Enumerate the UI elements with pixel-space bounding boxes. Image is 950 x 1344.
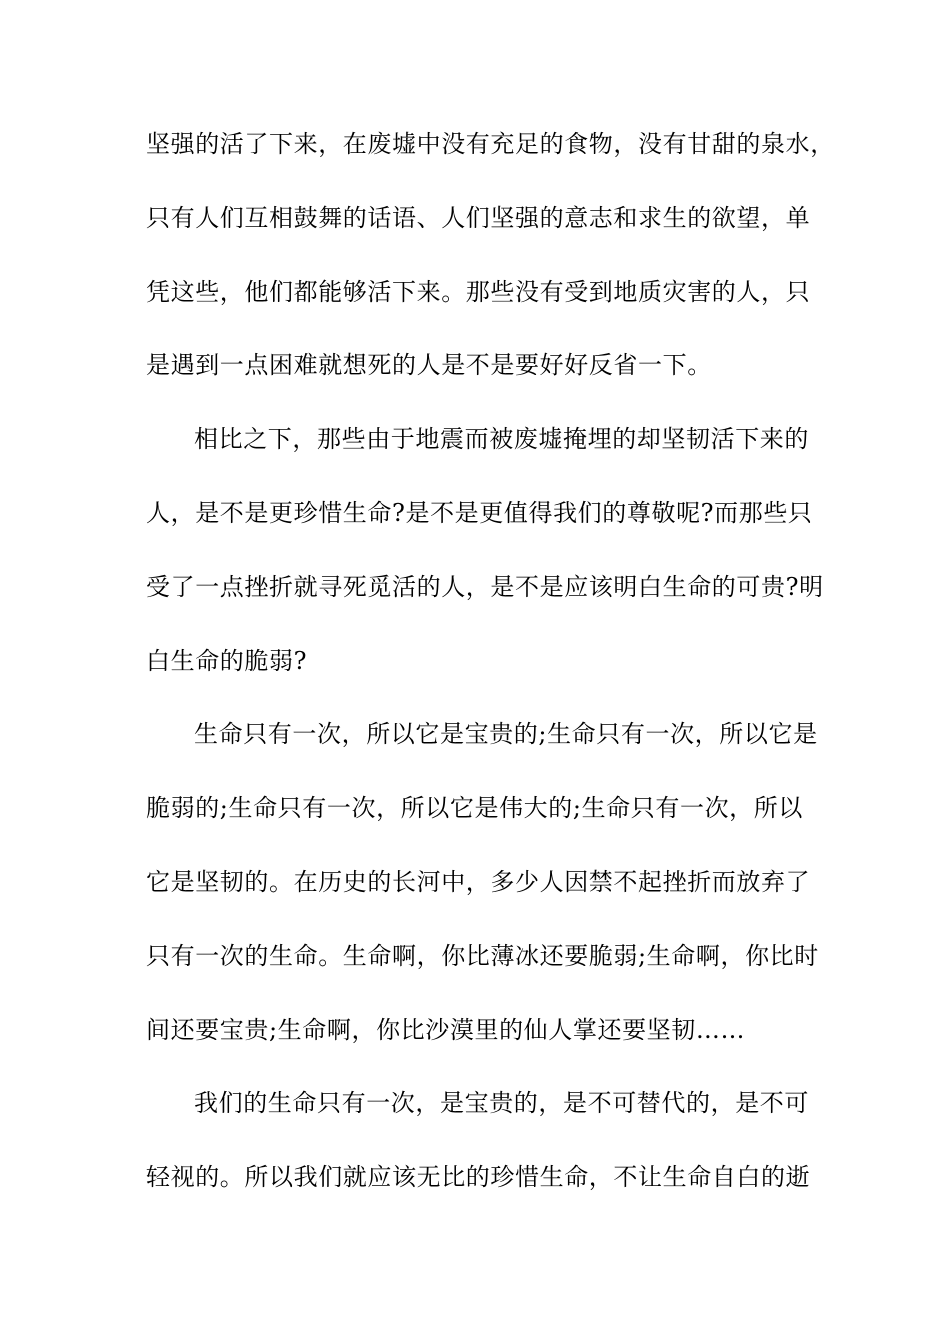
text-line: 坚强的活了下来，在废墟中没有充足的食物，没有甘甜的泉水， xyxy=(146,130,835,158)
text-line: 脆弱的;生命只有一次，所以它是伟大的;生命只有一次，所以 xyxy=(146,794,803,823)
text-line: 它是坚韧的。在历史的长河中，多少人因禁不起挫折而放弃了 xyxy=(146,867,811,896)
text-line: 受了一点挫折就寻死觅活的人，是不是应该明白生命的可贵?明 xyxy=(146,572,824,601)
text-line: 间还要宝贵;生命啊，你比沙漠里的仙人掌还要坚韧…… xyxy=(146,1015,746,1044)
paragraph-start-line: 我们的生命只有一次，是宝贵的，是不可替代的，是不可 xyxy=(194,1089,809,1118)
text-line: 只有一次的生命。生命啊，你比薄冰还要脆弱;生命啊，你比时 xyxy=(146,941,819,970)
body-text xyxy=(146,126,835,1233)
text-line: 是遇到一点困难就想死的人是不是要好好反省一下。 xyxy=(146,351,712,380)
text-line: 轻视的。所以我们就应该无比的珍惜生命，不让生命自白的逝 xyxy=(146,1163,811,1192)
paragraph-start-line: 相比之下，那些由于地震而被废墟掩埋的却坚韧活下来的 xyxy=(194,425,809,454)
paragraph-start-line: 生命只有一次，所以它是宝贵的;生命只有一次，所以它是 xyxy=(194,720,818,749)
text-line: 凭这些，他们都能够活下来。那些没有受到地质灾害的人，只 xyxy=(146,277,811,306)
text-line: 只有人们互相鼓舞的话语、人们坚强的意志和求生的欲望，单 xyxy=(146,203,811,232)
text-line: 人，是不是更珍惜生命?是不是更值得我们的尊敬呢?而那些只 xyxy=(146,498,813,527)
text-line: 白生命的脆弱? xyxy=(146,646,308,675)
